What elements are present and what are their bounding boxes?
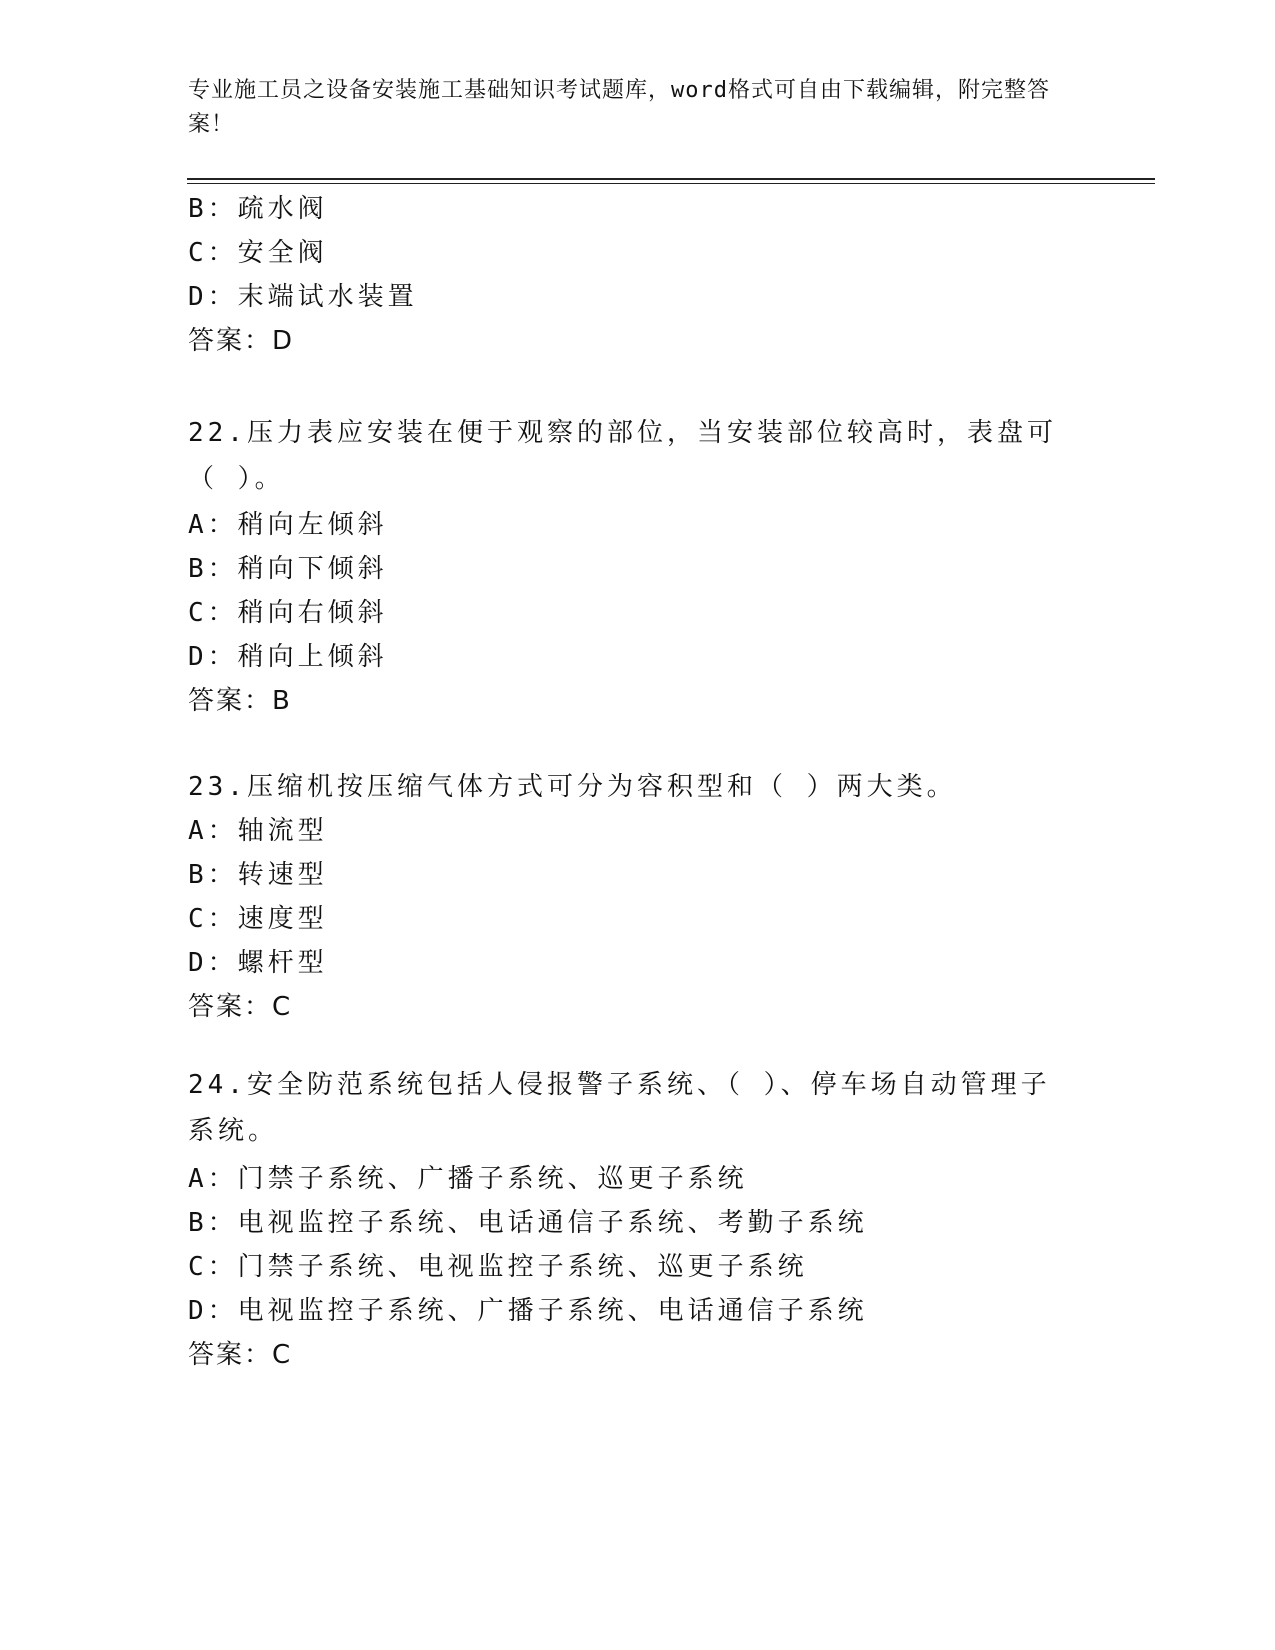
q24-stem: 24.安全防范系统包括人侵报警子系统、（ ）、停车场自动管理子系统。 [188, 1070, 1051, 1146]
q23-option-c: C：速度型 [188, 904, 328, 934]
q23-option-a: A：轴流型 [188, 816, 328, 846]
q22-stem: 22.压力表应安装在便于观察的部位，当安装部位较高时，表盘可（ ）。 [188, 418, 1057, 494]
q22-answer: 答案：B [188, 686, 292, 716]
header-rule-thick [187, 178, 1155, 180]
q21-option-b: B：疏水阀 [188, 194, 328, 224]
q23-answer: 答案：C [188, 992, 293, 1022]
document-header: 专业施工员之设备安装施工基础知识考试题库，word格式可自由下载编辑，附完整答案！ [188, 78, 1050, 137]
q24-option-c: C：门禁子系统、电视监控子系统、巡更子系统 [188, 1252, 808, 1282]
q22-option-c: C：稍向右倾斜 [188, 598, 388, 628]
q21-option-d: D：末端试水装置 [188, 282, 418, 312]
q24-option-d: D：电视监控子系统、广播子系统、电话通信子系统 [188, 1296, 868, 1326]
q22-option-a: A：稍向左倾斜 [188, 510, 388, 540]
q22-option-d: D：稍向上倾斜 [188, 642, 388, 672]
q23-option-d: D：螺杆型 [188, 948, 328, 978]
q23-option-b: B：转速型 [188, 860, 328, 890]
q24-option-a: A：门禁子系统、广播子系统、巡更子系统 [188, 1164, 748, 1194]
q22-option-b: B：稍向下倾斜 [188, 554, 388, 584]
q23-stem: 23.压缩机按压缩气体方式可分为容积型和（ ）两大类。 [188, 772, 957, 802]
q24-answer: 答案：C [188, 1340, 293, 1370]
q21-answer: 答案：D [188, 326, 295, 356]
q21-option-c: C：安全阀 [188, 238, 328, 268]
q24-option-b: B：电视监控子系统、电话通信子系统、考勤子系统 [188, 1208, 868, 1238]
header-rule-thin [187, 183, 1155, 184]
